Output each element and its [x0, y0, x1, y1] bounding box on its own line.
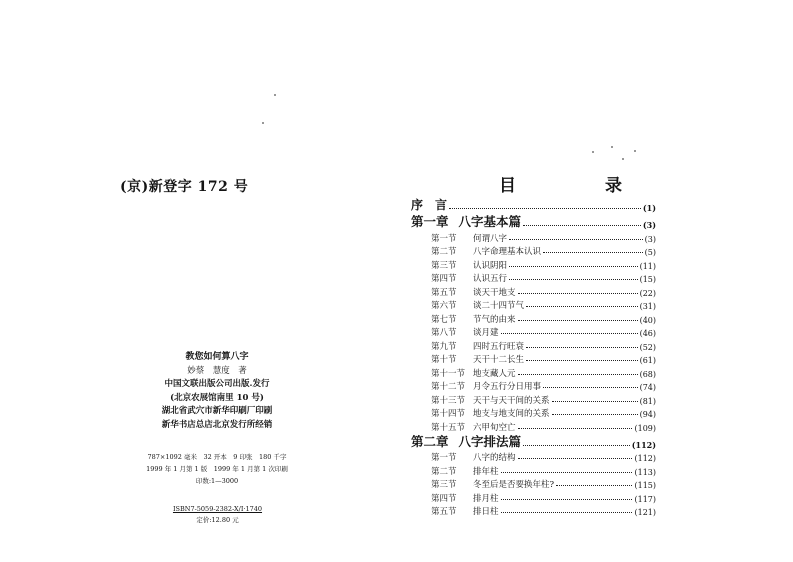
entry-label: 天干与天干间的关系: [473, 395, 550, 406]
print-run: 印数:1—3000: [195, 477, 239, 485]
page-number: (46): [639, 329, 656, 338]
toc-section-entry: [411, 379, 656, 393]
page-number: (31): [639, 302, 656, 311]
entry-label: 谈天干地支: [473, 287, 516, 298]
section-number: 第四节: [431, 493, 457, 504]
page-number: (5): [644, 248, 656, 257]
entry-label: 排日柱: [473, 507, 499, 517]
page-number: (40): [639, 315, 656, 325]
dot-leader: [556, 485, 632, 486]
entry-label: 何谓八字: [473, 233, 508, 244]
page-number: (15): [639, 275, 656, 284]
page-number: (52): [639, 342, 656, 352]
print-specs: [142, 451, 292, 487]
section-number: 第三节: [431, 260, 457, 271]
dot-leader: [523, 445, 630, 446]
dot-leader: [523, 225, 641, 226]
dot-leader: [526, 306, 638, 307]
colophon: [142, 351, 292, 432]
entry-label: 排月柱: [473, 493, 499, 504]
dot-leader: [501, 333, 638, 334]
section-number: 第十节: [431, 355, 457, 365]
page-number: (117): [634, 494, 656, 504]
toc-section-entry: [411, 352, 656, 366]
toc-section-entry: [411, 284, 656, 298]
page-number: (94): [639, 410, 656, 419]
dot-leader: [501, 499, 633, 500]
printer: 湖北省武穴市新华印刷厂印刷: [161, 406, 273, 416]
chapter-number: 第二章: [411, 433, 449, 449]
toc-section-entry: [411, 271, 656, 285]
toc-preface-entry: [411, 197, 656, 213]
entry-label: 冬至后是否要换年柱?: [473, 480, 555, 490]
section-number: 第十一节: [431, 368, 466, 379]
dot-leader: [449, 208, 641, 209]
entry-label: 八字的结构: [473, 453, 516, 463]
page-number: (68): [639, 369, 656, 379]
toc-section-entry: [411, 311, 656, 325]
toc-section-entry: [411, 244, 656, 258]
section-number: 第四节: [431, 274, 457, 284]
section-number: 第十五节: [431, 422, 466, 433]
dot-leader: [509, 266, 638, 267]
entry-label: 谈二十四节气: [473, 301, 525, 311]
toc-section-entry: [411, 338, 656, 352]
toc-chapter-entry: [411, 213, 656, 230]
entry-label: 四时五行旺衰: [473, 341, 525, 352]
entry-label: 谈月建: [473, 328, 499, 338]
section-number: 第二节: [431, 247, 457, 257]
section-number: 第十二节: [431, 382, 466, 392]
publisher: 中国文联出版公司出版.发行: [164, 379, 270, 389]
toc-section-entry: [411, 450, 656, 464]
dot-leader: [518, 374, 638, 375]
toc-section-entry: [411, 477, 656, 491]
entry-label: 天干十二长生: [473, 355, 525, 365]
entry-label: 排年柱: [473, 466, 499, 477]
scan-speck: [274, 94, 276, 96]
toc-section-entry: [411, 230, 656, 244]
entry-label: 八字排法篇: [458, 433, 522, 449]
section-number: 第五节: [431, 507, 457, 517]
section-number: 第三节: [431, 480, 457, 490]
dot-leader: [543, 252, 643, 253]
section-number: 第十三节: [431, 395, 466, 406]
contents-page: [396, 0, 793, 562]
toc-section-entry: [411, 298, 656, 312]
section-number: 第十四节: [431, 409, 466, 419]
section-number: 第七节: [431, 314, 457, 325]
toc-section-entry: [411, 406, 656, 420]
page-number: (113): [634, 467, 656, 477]
scan-speck: [622, 158, 624, 160]
entry-label: 月令五行分日用事: [473, 382, 542, 392]
entry-label: 六甲旬空亡: [473, 422, 516, 433]
entry-label: 节气的由来: [473, 314, 516, 325]
section-number: 第六节: [431, 301, 457, 311]
format-line: 787×1092 毫米 32 开本 9 印张 180 千字: [147, 453, 287, 461]
toc-chapter-entry: [411, 433, 656, 450]
dot-leader: [518, 458, 633, 459]
registration-number: (京)新登字 172 号: [120, 179, 249, 195]
entry-label: 认识五行: [473, 274, 508, 284]
scan-speck: [611, 146, 613, 148]
entry-label: 认识阴阳: [473, 260, 508, 271]
section-number: 第九节: [431, 341, 457, 352]
section-number: 第一节: [431, 233, 457, 244]
table-of-contents: [411, 197, 656, 517]
section-number: 第二节: [431, 466, 457, 477]
page-number: (11): [639, 261, 656, 271]
edition-line: 1999 年 1 月第 1 版 1999 年 1 月第 1 次印刷: [146, 465, 288, 473]
page-number: (121): [634, 508, 656, 517]
price: 定价:12.80 元: [196, 516, 239, 524]
toc-section-entry: [411, 490, 656, 504]
toc-section-entry: [411, 463, 656, 477]
dot-leader: [501, 512, 633, 513]
page-number: (3): [644, 234, 656, 244]
dot-leader: [543, 387, 638, 388]
page-number: (81): [639, 396, 656, 406]
section-number: 第五节: [431, 287, 457, 298]
dot-leader: [526, 347, 638, 348]
authors: 妙蔡 慧度 著: [187, 365, 247, 376]
page-number: (22): [639, 288, 656, 298]
page-number: (61): [639, 356, 656, 365]
toc-section-entry: [411, 392, 656, 406]
isbn-block: [160, 504, 275, 526]
page-number: (109): [634, 423, 656, 433]
entry-label: 八字基本篇: [458, 214, 522, 229]
dot-leader: [518, 293, 638, 294]
page-number: (3): [642, 220, 656, 230]
dot-leader: [509, 279, 638, 280]
dot-leader: [552, 414, 638, 415]
scan-speck: [262, 122, 264, 124]
dot-leader: [526, 360, 638, 361]
toc-section-entry: [411, 257, 656, 271]
entry-label: 序 言: [411, 198, 448, 212]
chapter-number: 第一章: [411, 214, 449, 229]
page-number: (115): [634, 481, 656, 490]
dot-leader: [552, 401, 638, 402]
toc-section-entry: [411, 504, 656, 518]
dot-leader: [518, 428, 633, 429]
page-number: (1): [642, 203, 656, 213]
toc-section-entry: [411, 325, 656, 339]
toc-title: 目 录: [499, 176, 658, 196]
page-number: (112): [631, 439, 656, 450]
copyright-page: [0, 0, 396, 562]
page-number: (74): [639, 383, 656, 392]
section-number: 第八节: [431, 328, 457, 338]
dot-leader: [518, 320, 638, 321]
distributor: 新华书店总店北京发行所经销: [161, 419, 273, 430]
isbn: ISBN7-5059-2382-X/I·1740: [172, 505, 263, 513]
scan-speck: [634, 150, 636, 152]
entry-label: 八字命理基本认识: [473, 247, 542, 257]
entry-label: 地支与地支间的关系: [473, 409, 550, 419]
publisher-address: (北京农展馆南里 10 号): [170, 392, 264, 403]
page-number: (112): [634, 454, 656, 463]
book-title: 教您如何算八字: [185, 352, 249, 362]
entry-label: 地支藏人元: [473, 368, 516, 379]
dot-leader: [501, 472, 633, 473]
scan-speck: [592, 151, 594, 153]
toc-section-entry: [411, 419, 656, 433]
dot-leader: [509, 239, 643, 240]
toc-section-entry: [411, 365, 656, 379]
section-number: 第一节: [431, 453, 457, 463]
